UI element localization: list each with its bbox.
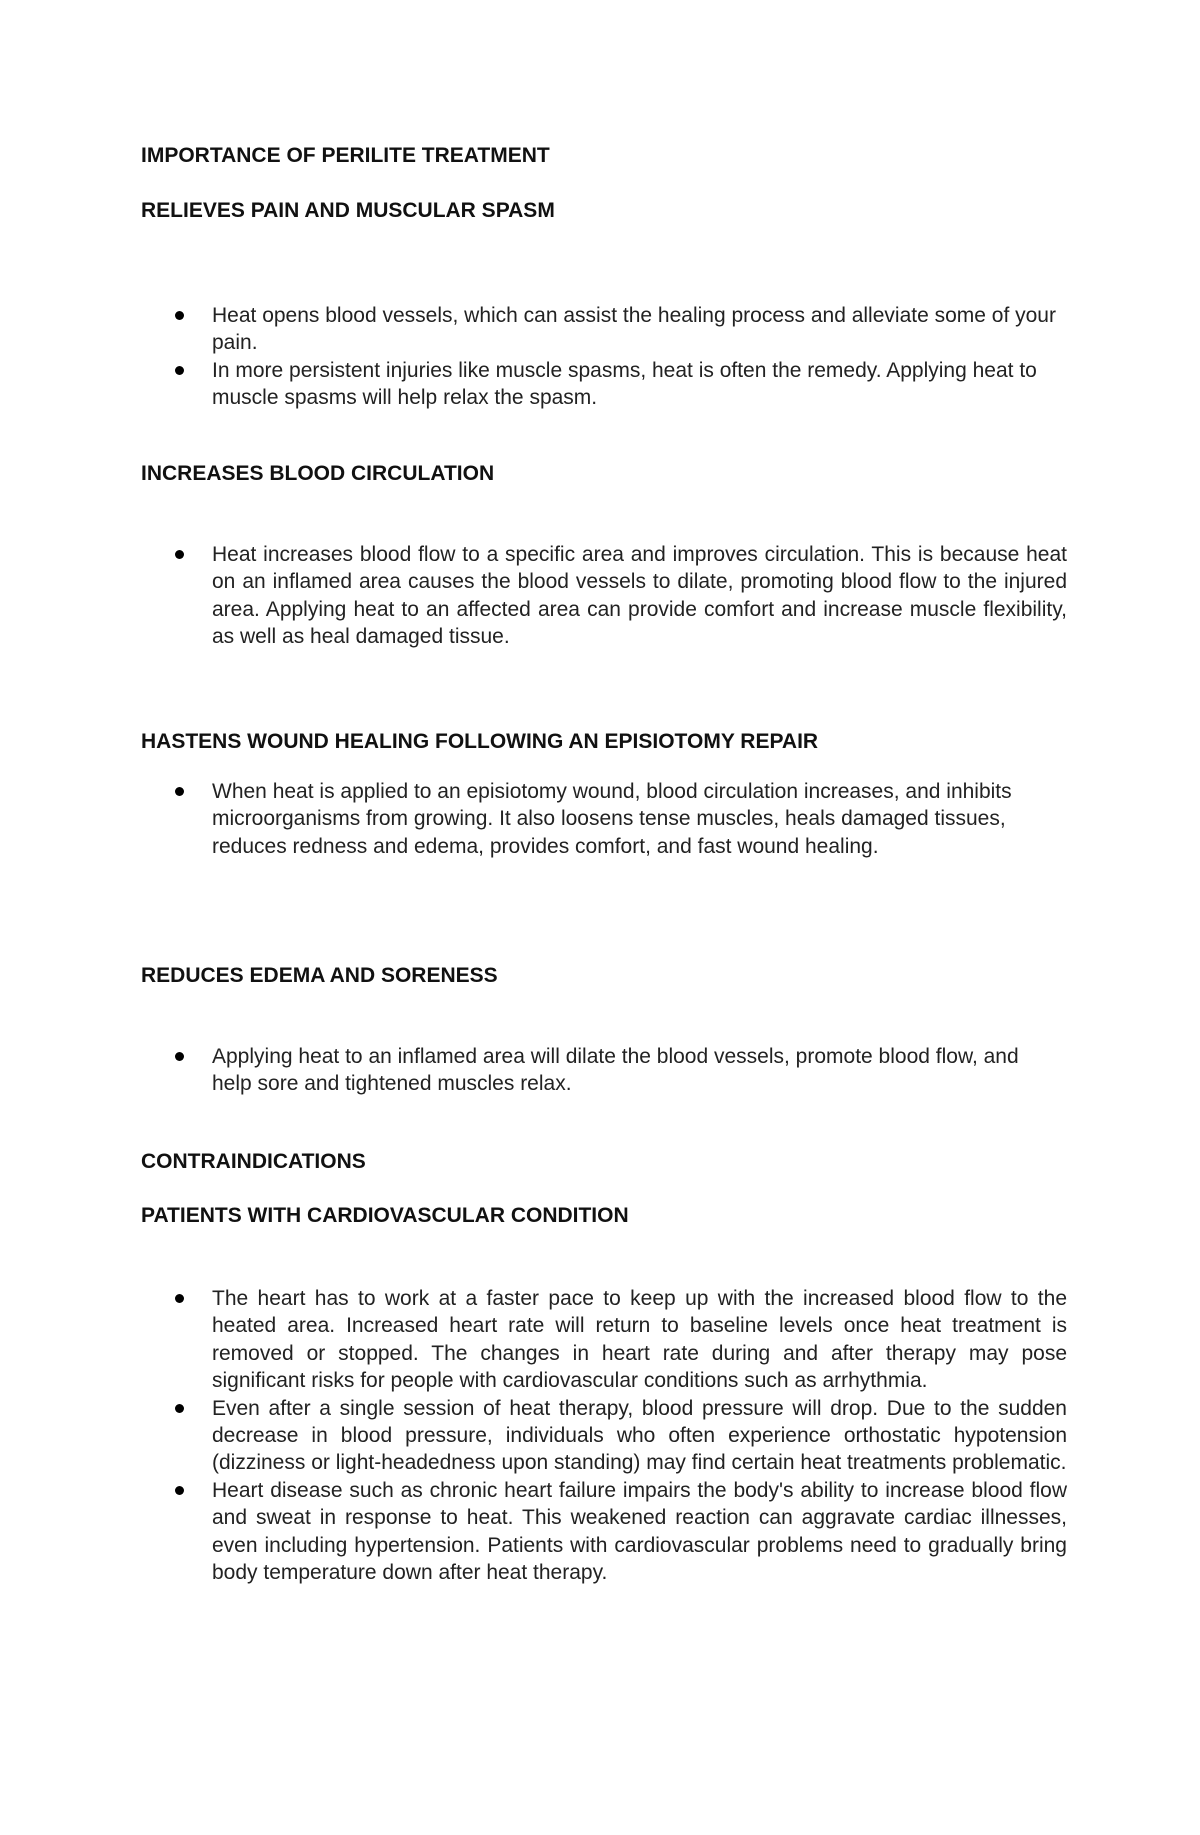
bullet-icon — [175, 311, 184, 320]
list-item — [172, 541, 1067, 651]
section-heading-cardiovascular: PATIENTS WITH CARDIOVASCULAR CONDITION — [141, 1204, 629, 1227]
list-item-text: Even after a single session of heat therapy, blood pressure will drop. Due to the sudden decrease in blood pressure, individuals who often experience orthostatic hypotension (dizziness or light-headedness upon standing) may find certain heat treatments problematic. — [212, 1396, 1067, 1475]
list-item-text: Applying heat to an inflamed area will dilate the blood vessels, promote blood flow, and help sore and tightened muscles relax. — [212, 1045, 1019, 1096]
list-item-text: In more persistent injuries like muscle spasms, heat is often the remedy. Applying heat to muscle spasms will help relax the spasm. — [212, 358, 1037, 410]
list-item-text: The heart has to work at a faster pace to keep up with the increased blood flow to the heated area. Increased heart rate will return to baseline levels once heat treatment is removed or stopped. The changes in heart rate during and after therapy may pose significant risks for people with cardiovascular conditions such as arrhythmia. — [212, 1287, 1067, 1393]
list-item — [172, 1043, 1042, 1098]
bullet-list-edema-soreness — [172, 1043, 1042, 1098]
document-title: IMPORTANCE OF PERILITE TREATMENT — [141, 144, 550, 167]
list-item-text: Heart disease such as chronic heart failure impairs the body's ability to increase blood flow and sweat in response to heat. This weakened reaction can aggravate cardiac illnesses, even including hypertension. Patients with cardiovascular problems need to gradually bring body temperature down after heat therapy. — [212, 1478, 1067, 1585]
bullet-icon — [175, 550, 184, 559]
section-heading-blood-circulation: INCREASES BLOOD CIRCULATION — [141, 462, 495, 485]
list-item-text: Heat increases blood flow to a specific area and improves circulation. This is because heat on an inflamed area causes the blood vessels to dilate, promoting blood flow to the injured area. Applying heat to an affected area can provide comfort and increase muscle flexibility, as well as heal damaged tissue. — [212, 543, 1067, 649]
list-item — [172, 1477, 1067, 1587]
list-item-text: Heat opens blood vessels, which can assist the healing process and alleviate some of your pain. — [212, 304, 1056, 355]
section-heading-wound-healing: HASTENS WOUND HEALING FOLLOWING AN EPISIOTOMY REPAIR — [141, 730, 819, 753]
bullet-list-cardiovascular — [172, 1285, 1067, 1586]
bullet-icon — [175, 1486, 184, 1495]
bullet-list-blood-circulation — [172, 541, 1067, 651]
contraindications-title: CONTRAINDICATIONS — [141, 1150, 366, 1173]
bullet-icon — [175, 366, 184, 375]
list-item — [172, 1395, 1067, 1477]
bullet-icon — [175, 1052, 184, 1061]
bullet-icon — [175, 787, 184, 796]
list-item — [172, 778, 1042, 860]
bullet-icon — [175, 1294, 184, 1303]
bullet-list-wound-healing — [172, 778, 1042, 860]
section-heading-edema-soreness: REDUCES EDEMA AND SORENESS — [141, 964, 498, 987]
bullet-icon — [175, 1404, 184, 1413]
list-item — [172, 302, 1072, 357]
list-item — [172, 357, 1072, 412]
section-heading-relieves-pain: RELIEVES PAIN AND MUSCULAR SPASM — [141, 199, 555, 222]
bullet-list-relieves-pain — [172, 302, 1072, 412]
list-item — [172, 1285, 1067, 1395]
list-item-text: When heat is applied to an episiotomy wound, blood circulation increases, and inhibits microorganisms from growing. It also loosens tense muscles, heals damaged tissues, reduces redness and edema, provides comfort, and fast wound healing. — [212, 780, 1012, 858]
